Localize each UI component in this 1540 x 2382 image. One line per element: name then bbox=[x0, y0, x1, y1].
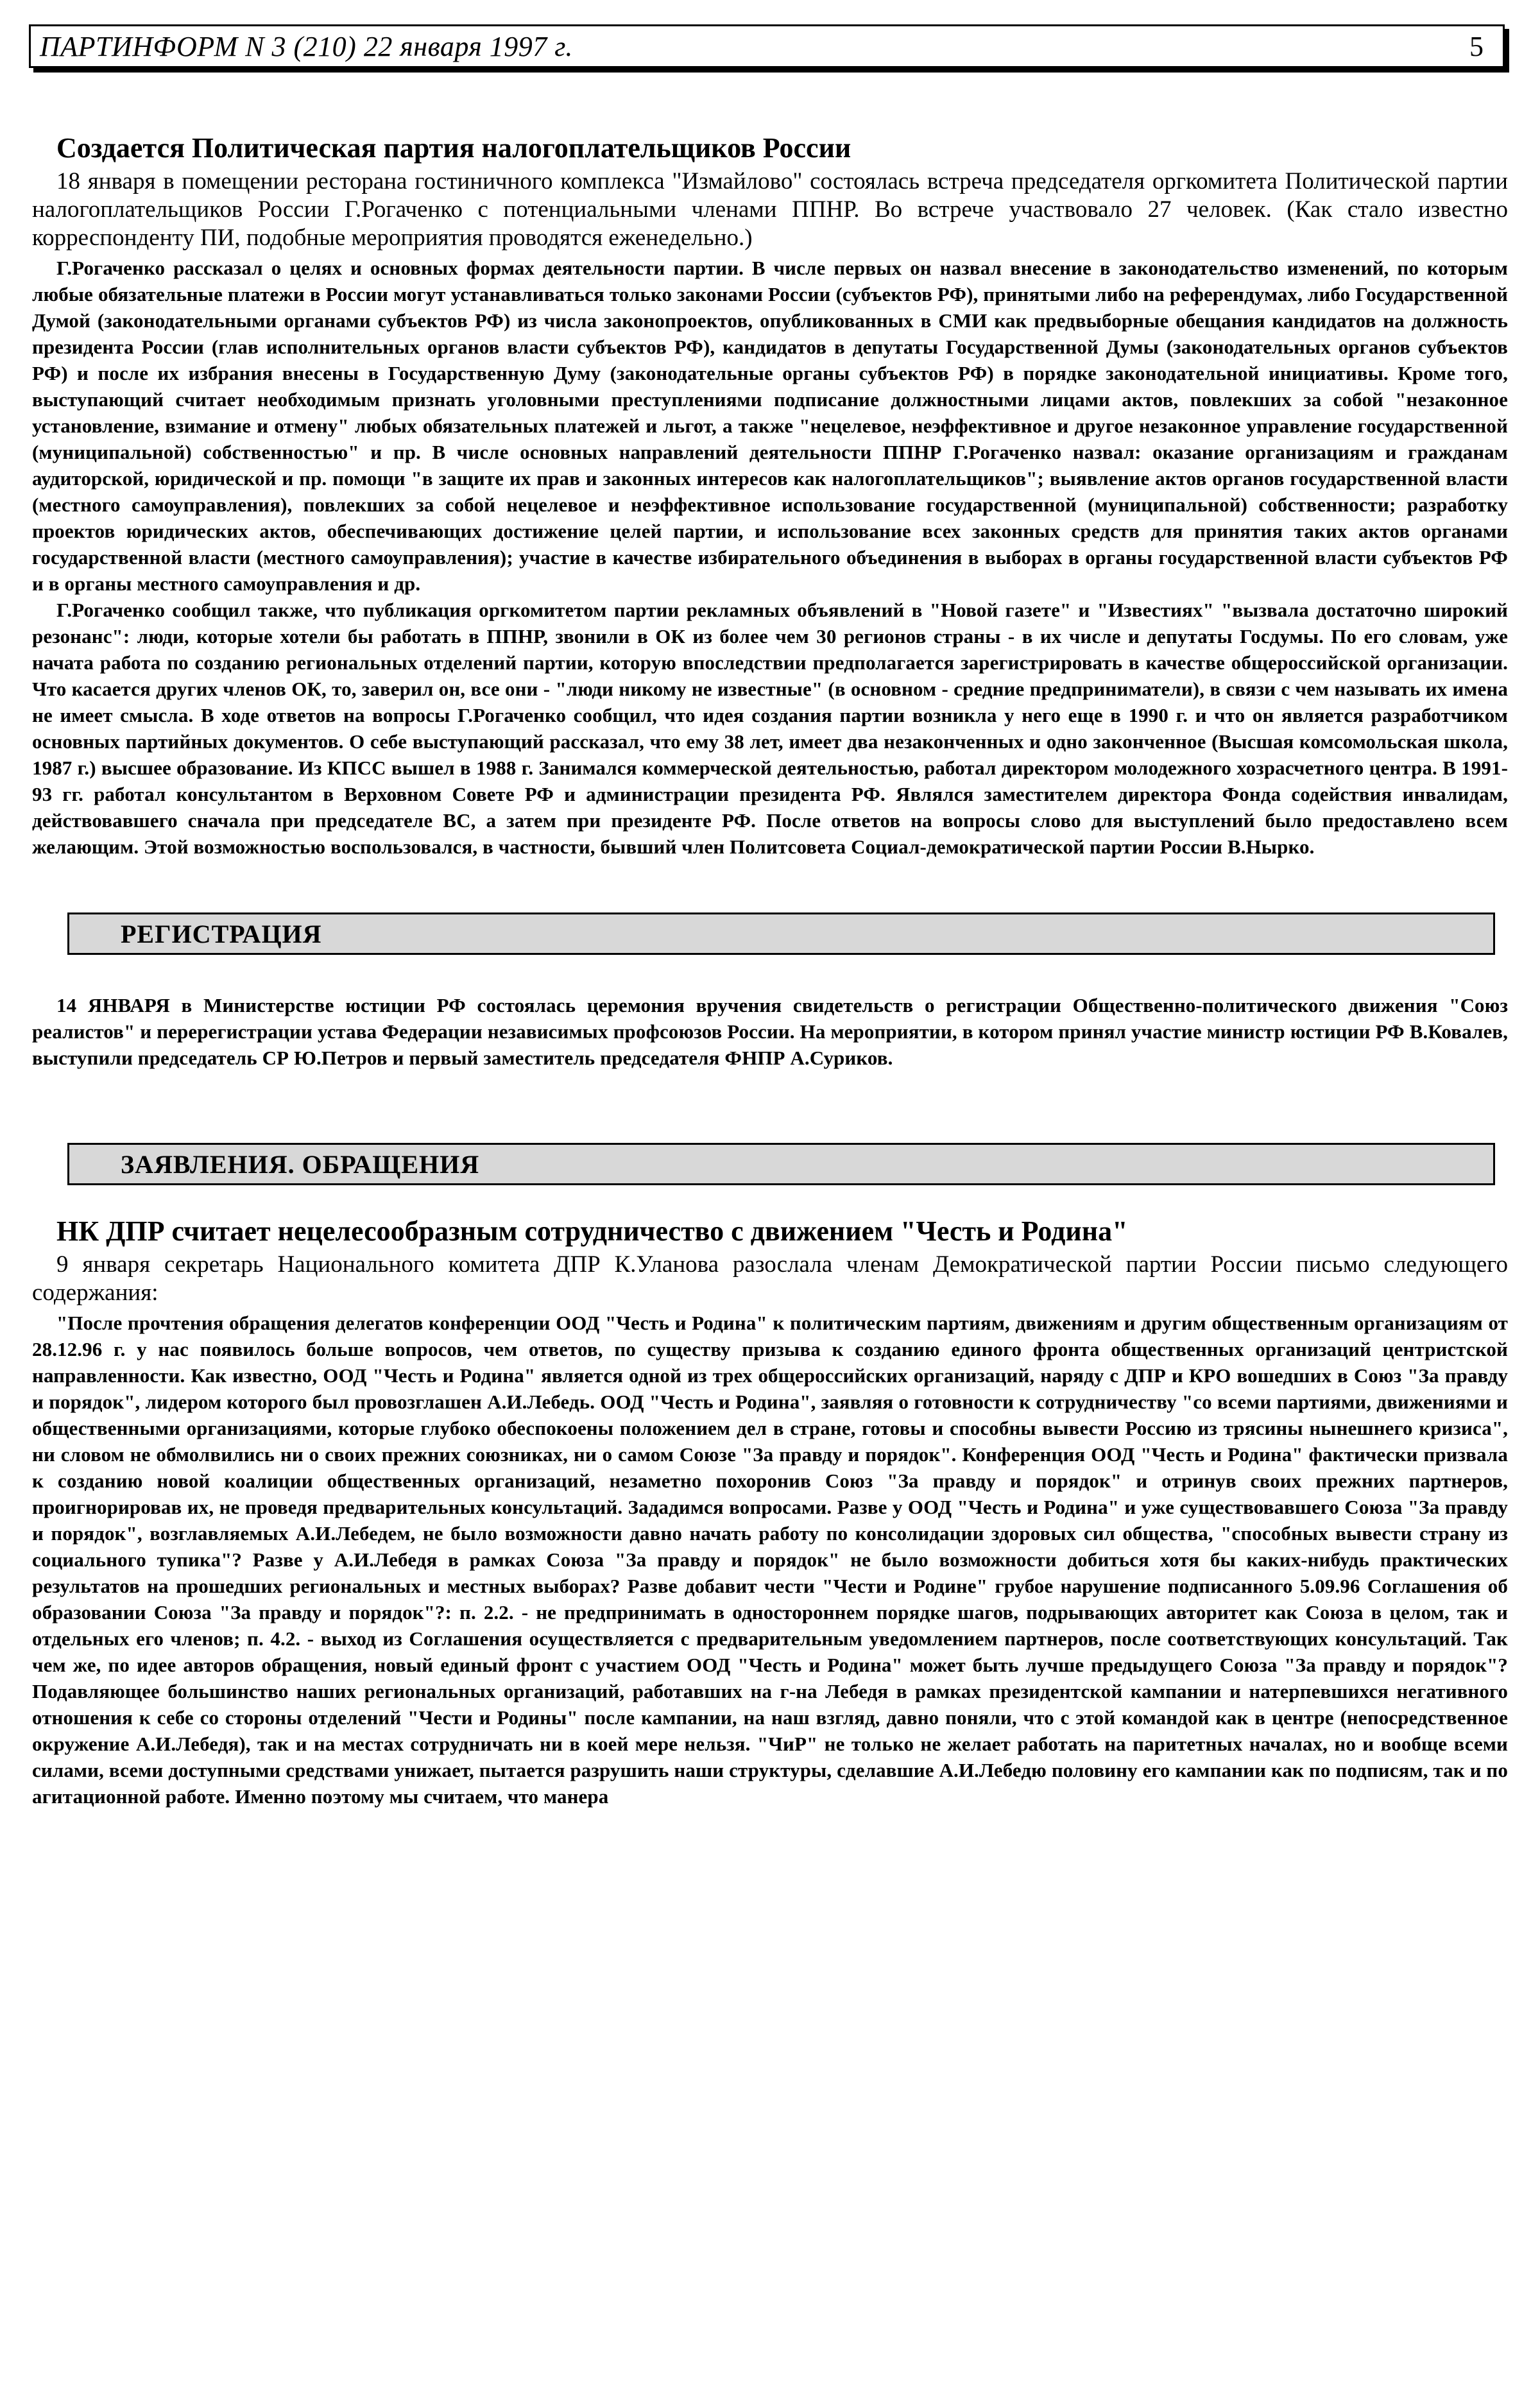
section-label: ЗАЯВЛЕНИЯ. ОБРАЩЕНИЯ bbox=[121, 1149, 480, 1179]
article-title: НК ДПР считает нецелесообразным сотрудничество с движением "Честь и Родина" bbox=[56, 1215, 1128, 1247]
article-lead: 9 января секретарь Национального комитета ДПР К.Уланова разослала членам Демократической партии России письмо следующего содержания: bbox=[32, 1251, 1508, 1306]
section-header-statements bbox=[67, 1143, 1495, 1185]
article-ndpr-statement bbox=[32, 1215, 1508, 1810]
publication-title: ПАРТИНФОРМ N 3 (210) 22 января 1997 г. bbox=[40, 30, 573, 62]
page-number: 5 bbox=[1469, 30, 1484, 62]
section-label: РЕГИСТРАЦИЯ bbox=[121, 919, 322, 948]
article-lead: 18 января в помещении ресторана гостиничного комплекса "Измайлово" состоялась встреча председателя оргкомитета Политической партии налогоплательщиков России Г.Рогаченко с потенциальными членами ППНР. Во встрече участвовало 27 человек. (Как стало известно корреспонденту ПИ, подобные мероприятия проводятся еженедельно.) bbox=[32, 168, 1508, 251]
registration-paragraph: 14 ЯНВАРЯ в Министерстве юстиции РФ состоялась церемония вручения свидетельств о регистрации Общественно-политического движения "Союз реалистов" и перерегистрации устава Федерации независимых профсоюзов России. На мероприятии, в котором принял участие министр юстиции РФ В.Ковалев, выступили председатель СР Ю.Петров и первый заместитель председателя ФНПР А.Суриков. bbox=[32, 994, 1508, 1069]
article-title: Создается Политическая партия налогоплательщиков России bbox=[56, 132, 851, 164]
article-taxpayers-party bbox=[32, 132, 1508, 860]
page-header bbox=[29, 24, 1505, 68]
article-paragraph: Г.Рогаченко сообщил также, что публикация оргкомитетом партии рекламных объявлений в "Новой газете" и "Известиях" "вызвала достаточно широкий резонанс": люди, которые хотели бы работать в ППНР, звонили в ОК из более чем 30 регионов страны - в их числе и депутаты Госдумы. По его словам, уже начата работа по созданию региональных отделений партии, которую впоследствии предполагается зарегистрировать в качестве общероссийской организации. Что касается других членов ОК, то, заверил он, все они - "люди никому не известные" (в основном - средние предприниматели), в связи с чем называть их имена не имеет смысла. В ходе ответов на вопросы Г.Рогаченко сообщил, что идея создания партии возникла у него еще в 1990 г. и что он является разработчиком основных партийных документов. О себе выступающий рассказал, что ему 38 лет, имеет два незаконченных и одно законченное (Высшая комсомольская школа, 1987 г.) высшее образование. Из КПСС вышел в 1988 г. Занимался коммерческой деятельностью, работал директором молодежного хозрасчетного центра. В 1991-93 гг. работал консультантом в Верховном Совете РФ и администрации президента РФ. Являлся заместителем директора Фонда содействия инвалидам, действовавшего сначала при председателе ВС, а затем при президенте РФ. После ответов на вопросы слово для выступлений было предоставлено всем желающим. Этой возможностью воспользовался, в частности, бывший член Политсовета Социал-демократической партии России В.Нырко. bbox=[32, 599, 1508, 858]
page-content bbox=[32, 132, 1508, 1810]
article-paragraph: Г.Рогаченко рассказал о целях и основных формах деятельности партии. В числе первых он назвал внесение в законодательство изменений, по которым любые обязательные платежи в России могут устанавливаться только законами России (субъектов РФ), принятыми либо на референдумах, либо Государственной Думой (законодательными органами субъектов РФ) из числа законопроектов, опубликованных в СМИ как предвыборные обещания кандидатов на должность президента России (глав исполнительных органов власти субъектов РФ), кандидатов в депутаты Государственной Думы (законодательных органов субъектов РФ) и после их избрания внесены в Государственную Думу (законодательные органы субъектов РФ) в порядке законодательной инициативы. Кроме того, выступающий считает необходимым признать уголовными преступлениями подписание должностными лицами актов, повлекших за собой "незаконное установление, взимание и отмену" любых обязательных платежей и льгот, а также "нецелевое, неэффективное и другое незаконное управление государственной (муниципальной) собственностью" и пр. В числе основных направлений деятельности ППНР Г.Рогаченко назвал: оказание организациям и гражданам аудиторской, юридической и пр. помощи "в защите их прав и законных интересов как налогоплательщиков"; выявление актов органов государственной власти (местного самоуправления), повлекших за собой нецелевое и неэффективное использование государственной (муниципальной) собственности; разработку проектов юридических актов, обеспечивающих достижение целей партии, и использование всех законных средств для принятия таких актов органами государственной власти (местного самоуправления); участие в качестве избирательного объединения в выборах в органы государственной власти субъектов РФ и в органы местного самоуправления и др. bbox=[32, 257, 1508, 595]
section-header-registration bbox=[67, 913, 1495, 955]
article-paragraph: "После прочтения обращения делегатов конференции ООД "Честь и Родина" к политическим партиям, движениям и другим общественным организациям от 28.12.96 г. у нас появилось больше вопросов, чем ответов, по существу призыва к созданию единого фронта общественных организаций центристской направленности. Как известно, ООД "Честь и Родина" является одной из трех общероссийских организаций, наряду с ДПР и КРО вошедших в Союз "За правду и порядок", лидером которого был провозглашен А.И.Лебедь. ООД "Честь и Родина", заявляя о готовности к сотрудничеству "со всеми партиями, движениями и общественными организациями, которые глубоко обеспокоены положением дел в стране, готовы и способны вывести Россию из трясины нынешнего кризиса", ни словом не обмолвились ни о своих прежних союзниках, ни о самом Союзе "За правду и порядок". Конференция ООД "Честь и Родина" фактически призвала к созданию новой коалиции общественных организаций, незаметно похоронив Союз "За правду и порядок" и отринув своих прежних партнеров, проигнорировав их, не проведя предварительных консультаций. Зададимся вопросами. Разве у ООД "Честь и Родина" и уже существовавшего Союза "За правду и порядок", возглавляемых А.И.Лебедем, не было возможности давно начать работу по консолидации здоровых сил общества, "способных вывести страну из социального тупика"? Разве у А.И.Лебедя в рамках Союза "За правду и порядок" не было возможности добиться хотя бы каких-нибудь практических результатов на прошедших региональных и местных выборах? Разве добавит чести "Чести и Родине" грубое нарушение подписанного 5.09.96 Соглашения об образовании Союза "За правду и порядок"?: п. 2.2. - не предпринимать в одностороннем порядке шагов, подрывающих авторитет как Союза в целом, так и отдельных его членов; п. 4.2. - выход из Соглашения осуществляется с предварительным уведомлением партнеров, после соответствующих консультаций. Так чем же, по идее авторов обращения, новый единый фронт с участием ООД "Честь и Родина" может быть лучше предыдущего Союза "За правду и порядок"? Подавляющее большинство наших региональных организаций, работавших на г-на Лебедя в рамках президентской кампании и натерпевшихся негативного отношения к себе со стороны отделений "Чести и Родины" после кампании, на наш взгляд, давно поняли, что с этой командой как в центре (непосредственное окружение А.И.Лебедя), так и на местах сотрудничать ни в коей мере нельзя. "ЧиР" не только не желает работать на паритетных началах, но и вообще всеми силами, всеми доступными средствами унижает, пытается разрушить наши структуры, сделавшие А.И.Лебедю половину его кампании как по подписям, так и по агитационной работе. Именно поэтому мы считаем, что манера bbox=[32, 1312, 1508, 1808]
